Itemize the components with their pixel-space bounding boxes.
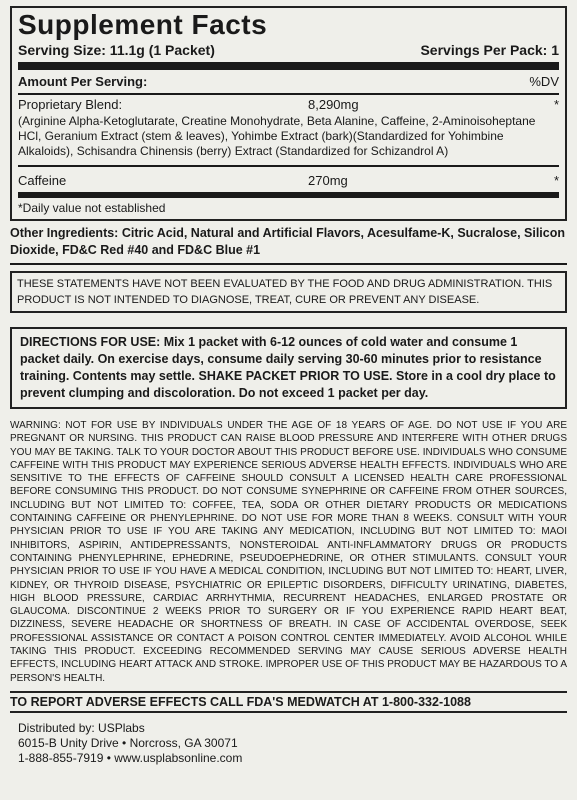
- dv-footnote: *Daily value not established: [18, 201, 166, 215]
- blend-name: Proprietary Blend:: [18, 97, 123, 112]
- caffeine-amount: 270mg: [308, 173, 348, 188]
- amount-per-serving-row: [18, 70, 559, 95]
- caffeine-row: [18, 167, 559, 198]
- blend-row: [18, 95, 559, 112]
- fda-statement: THESE STATEMENTS HAVE NOT BEEN EVALUATED BY THE FOOD AND DRUG ADMINISTRATION. THIS PRODUCT IS NOT INTENDED TO DIAGNOSE, TREAT, CURE OR PREVENT ANY DISEASE.: [10, 271, 567, 313]
- dv-header: %DV: [529, 74, 559, 89]
- amount-per-serving: Amount Per Serving:: [18, 74, 148, 89]
- directions-for-use: DIRECTIONS FOR USE: Mix 1 packet with 6-12 ounces of cold water and consume 1 packet daily. On exercise days, consume daily serving 30-60 minutes prior to resistance training. Contents may settle. SHAKE PACKET PRIOR TO USE. Store in a cool dry place to prevent clumping and discoloration. Do not exceed 1 packet per day.: [10, 327, 567, 409]
- serving-row: [18, 40, 559, 70]
- serving-size: Serving Size: 11.1g (1 Packet): [18, 42, 215, 58]
- blend-amount: 8,290mg: [308, 97, 359, 112]
- distributor-block: [10, 713, 567, 766]
- blend-dv: *: [553, 97, 559, 112]
- other-ingredients: Other Ingredients: Citric Acid, Natural and Artificial Flavors, Acesulfame-K, Sucralose, Silicon Dioxide, FD&C Red #40 and FD&C Blue #1: [10, 221, 567, 265]
- distributor-address: 6015-B Unity Drive • Norcross, GA 30071: [18, 735, 238, 750]
- distributor-name: Distributed by: USPlabs: [18, 720, 145, 735]
- facts-title: Supplement Facts: [18, 9, 268, 40]
- blend-description: (Arginine Alpha-Ketoglutarate, Creatine Monohydrate, Beta Alanine, Caffeine, 2-Aminoisoheptane HCl, Geranium Extract (stem & leaves), Yohimbe Extract (bark)(Standardized for Yohimbine Alkaloids), Schisandra Chinensis (berry) Extract (Standardized for Schizandrol A): [18, 112, 559, 167]
- caffeine-dv: *: [553, 173, 559, 188]
- servings-per-pack: Servings Per Pack: 1: [420, 42, 559, 58]
- warning-text: WARNING: NOT FOR USE BY INDIVIDUALS UNDER THE AGE OF 18 YEARS OF AGE. DO NOT USE IF YOU ARE PREGNANT OR NURSING. THIS PRODUCT CAN RAISE BLOOD PRESSURE AND INTERFERE WITH OTHER DRUGS YOU MAY BE TAKING. TALK TO YOUR DOCTOR ABOUT THIS PRODUCT BEFORE USE. INDIVIDUALS WHO CONSUME CAFFEINE WITH THIS PRODUCT MAY EXPERIENCE SERIOUS ADVERSE HEALTH EFFECTS. INDIVIDUALS WHO ARE SENSITIVE TO THE EFFECTS OF CAFFEINE SHOULD CONSULT A LICENSED HEALTH CARE PROFESSIONAL BEFORE CONSUMING THIS PRODUCT. DO NOT CONSUME SYNEPHRINE OR CAFFEINE FROM OTHER SOURCES, INCLUDING BUT NOT LIMITED TO: COFFEE, TEA, SODA OR OTHER DIETARY PRODUCTS OR MEDICATIONS CONTAINING CAFFEINE OR PHENYLEPHRINE. DO NOT USE FOR MORE THAN 8 WEEKS. CONSULT WITH YOUR PHYSICIAN PRIOR TO USE IF YOU ARE TAKING ANY MEDICATION, INCLUDING BUT NOT LIMITED TO: MAOI INHIBITORS, ASPIRIN, ANTIDEPRESSANTS, NONSTEROIDAL ANTI-INFLAMMATORY DRUGS OR PRODUCTS CONTAINING PHENYLEPHRINE, EPHEDRINE, PSEUDOEPHEDRINE, OR OTHER STIMULANTS. CONSULT YOUR PHYSICIAN PRIOR TO USE IF YOU HAVE A MEDICAL CONDITION, INCLUDING BUT NOT LIMITED TO: HEART, LIVER, KIDNEY, OR THYROID DISEASE, PSYCHIATRIC OR EPILEPTIC DISORDERS, DIFFICULTY URINATING, DIABETES, HIGH BLOOD PRESSURE, CARDIAC ARRHYTHMIA, RECURRENT HEADACHES, ENLARGED PROSTATE OR GLAUCOMA. DISCONTINUE 2 WEEKS PRIOR TO SURGERY OR IF YOU EXPERIENCE RAPID HEART BEAT, DIZZINESS, SEVERE HEADACHE OR SHORTNESS OF BREATH. IN CASE OF ACCIDENTAL OVERDOSE, SEEK PROFESSIONAL ASSISTANCE OR CONTACT A POISON CONTROL CENTER IMMEDIATELY. AVOID ALCOHOL WHILE TAKING THIS PRODUCT. EXCEEDING RECOMMENDED SERVING MAY CAUSE SERIOUS ADVERSE HEALTH EFFECTS, INCLUDING HEART ATTACK AND STROKE. IMPROPER USE OF THIS PRODUCT MAY BE HAZARDOUS TO A PERSON'S HEALTH.: [10, 420, 567, 684]
- report-adverse-effects: TO REPORT ADVERSE EFFECTS CALL FDA'S MEDWATCH AT 1-800-332-1088: [10, 691, 567, 713]
- supplement-facts-panel: [10, 6, 567, 221]
- caffeine-name: Caffeine: [18, 173, 67, 188]
- distributor-contact: 1-888-855-7919 • www.usplabsonline.com: [18, 750, 243, 765]
